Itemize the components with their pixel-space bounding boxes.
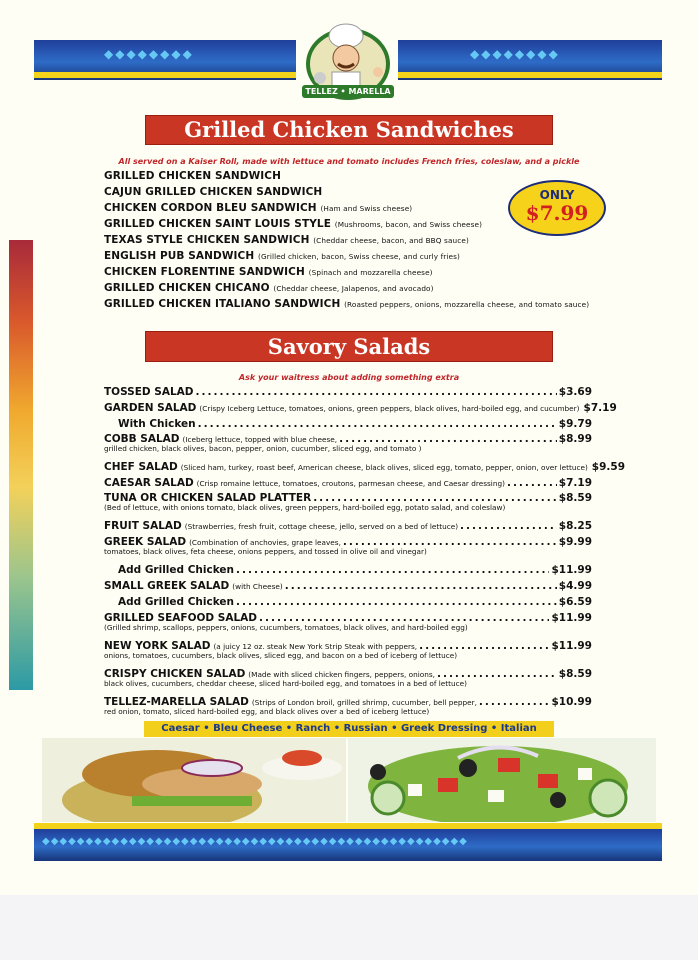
salad-description: (Strips of London broil, grilled shrimp, cucumber, bell pepper,: [251, 698, 477, 707]
salad-description: (Iceberg lettuce, topped with blue cheese,: [182, 435, 338, 444]
salad-name: NEW YORK SALAD: [104, 640, 211, 652]
salad-item: [104, 477, 592, 489]
sandwich-description: (Spinach and mozzarella cheese): [308, 268, 433, 277]
badge-only: ONLY: [539, 188, 575, 202]
sandwich-item: [104, 234, 469, 246]
salad-item: [104, 520, 592, 532]
salad-description-continued: (Bed of lettuce, with onions tomato, black olives, green peppers, hard-boiled egg, potato salad, and coleslaw): [104, 503, 506, 512]
dot-leader: [236, 596, 557, 608]
salad-item: [104, 668, 592, 688]
salad-item: [104, 386, 592, 398]
top-banner-right-stripe: [398, 72, 662, 78]
chicken-sandwich-photo: [42, 738, 346, 822]
salad-item: [104, 536, 592, 556]
salad-name: Add Grilled Chicken: [118, 564, 235, 576]
sandwich-item: [104, 186, 322, 198]
salad-price: $8.99: [558, 433, 592, 445]
salad-price: $9.59: [591, 461, 626, 473]
salad-description-continued: red onion, tomato, sliced hard-boiled egg, and black olives over a bed of iceberg lettuce): [104, 707, 430, 716]
salad-description: (a juicy 12 oz. steak New York Strip Steak with peppers,: [213, 642, 418, 651]
salad-name: FRUIT SALAD: [104, 520, 182, 532]
salad-description: (Combination of anchovies, grape leaves,: [189, 538, 341, 547]
salad-price: $7.19: [558, 477, 592, 489]
dot-leader: [196, 386, 557, 398]
dot-leader: [285, 580, 557, 592]
salad-name: With Chicken: [118, 418, 196, 430]
sandwich-description: (Cheddar cheese, bacon, and BBQ sauce): [313, 236, 469, 245]
salad-name: CRISPY CHICKEN SALAD: [104, 668, 246, 680]
sandwich-description: (Grilled chicken, bacon, Swiss cheese, and curly fries): [258, 252, 460, 261]
salad-name: SMALL GREEK SALAD: [104, 580, 230, 592]
salad-item: [104, 640, 592, 660]
salad-item: [104, 580, 592, 592]
salad-description-continued: onions, tomatoes, cucumbers, black olives, sliced egg, and bacon on a bed of iceberg of lettuce): [104, 651, 458, 660]
salad-price: $9.79: [558, 418, 592, 430]
sandwich-name: CHICKEN CORDON BLEU SANDWICH: [104, 202, 317, 214]
salad-item: [104, 696, 592, 716]
salad-price: $6.59: [558, 596, 592, 608]
dot-leader: [460, 520, 557, 532]
banner-diamonds-right: ◆◆◆◆◆◆◆◆: [470, 47, 560, 61]
salad-item: [104, 596, 592, 608]
salad-name: GARDEN SALAD: [104, 402, 197, 414]
salad-item: [104, 461, 626, 473]
salad-description: (Crisp romaine lettuce, tomatoes, croutons, parmesan cheese, and Caesar dressing): [196, 479, 505, 488]
banner-diamonds-bottom: ◆◆◆◆◆◆◆◆◆◆◆◆◆◆◆◆◆◆◆◆◆◆◆◆◆◆◆◆◆◆◆◆◆◆◆◆◆◆◆◆◆◆◆◆◆◆◆◆◆: [42, 836, 468, 847]
dot-leader: [479, 696, 550, 708]
salads-title: Savory Salads: [145, 331, 553, 362]
sandwich-description: (Ham and Swiss cheese): [320, 204, 413, 213]
salad-description-continued: (Grilled shrimp, scallops, peppers, onions, cucumbers, tomatoes, black olives, and hard-boiled egg): [104, 623, 468, 632]
dressing-options: Caesar • Bleu Cheese • Ranch • Russian • Greek Dressing • Italian: [144, 721, 554, 737]
dot-leader: [236, 564, 549, 576]
sandwich-item: [104, 282, 434, 294]
sandwich-item: [104, 218, 482, 230]
salad-price: $8.25: [558, 520, 592, 532]
salad-item: [104, 433, 592, 453]
salad-name: TELLEZ-MARELLA SALAD: [104, 696, 249, 708]
salad-price: $11.99: [551, 564, 592, 576]
sandwich-description: (Mushrooms, bacon, and Swiss cheese): [334, 220, 483, 229]
salad-name: GREEK SALAD: [104, 536, 187, 548]
salad-description: (Crispy Iceberg Lettuce, tomatoes, onions, green peppers, black olives, hard-boiled egg, and cucumber): [199, 404, 580, 413]
salad-item: [104, 492, 592, 512]
salad-description: (Sliced ham, turkey, roast beef, American cheese, black olives, sliced egg, tomato, pepper, onion, over lettuce): [180, 463, 588, 472]
salad-description: (Made with sliced chicken fingers, peppers, onions,: [248, 670, 435, 679]
sandwich-name: GRILLED CHICKEN SANDWICH: [104, 170, 281, 182]
sandwich-description: (Cheddar cheese, Jalapenos, and avocado): [273, 284, 434, 293]
salad-item: [104, 612, 592, 632]
salad-description-continued: grilled chicken, black olives, bacon, pepper, onion, cucumber, sliced egg, and tomato ): [104, 444, 422, 453]
salad-price: $8.59: [558, 492, 592, 504]
sandwich-description: (Roasted peppers, onions, mozzarella cheese, and tomato sauce): [344, 300, 590, 309]
badge-price: $7.99: [525, 201, 589, 225]
logo-text: TELLEZ • MARELLA: [302, 85, 394, 98]
salad-name: TOSSED SALAD: [104, 386, 194, 398]
sandwich-name: CHICKEN FLORENTINE SANDWICH: [104, 266, 305, 278]
sandwich-item: [104, 266, 433, 278]
salad-name: Add Grilled Chicken: [118, 596, 235, 608]
salad-name: CHEF SALAD: [104, 461, 178, 473]
sandwich-name: GRILLED CHICKEN ITALIANO SANDWICH: [104, 298, 341, 310]
salad-description-continued: black olives, cucumbers, cheddar cheese, sliced hard-boiled egg, and tomatoes in a bed of lettuce): [104, 679, 467, 688]
sandwich-item: [104, 298, 589, 310]
salad-price: $10.99: [551, 696, 592, 708]
salad-price: $8.59: [558, 668, 592, 680]
sandwich-name: GRILLED CHICKEN SAINT LOUIS STYLE: [104, 218, 331, 230]
page-background: [0, 895, 698, 960]
salad-price: $4.99: [558, 580, 592, 592]
salad-description: (with Cheese): [232, 582, 283, 591]
sandwich-item: [104, 202, 412, 214]
salads-subtitle: Ask your waitress about adding something extra: [238, 373, 460, 382]
sandwich-name: TEXAS STYLE CHICKEN SANDWICH: [104, 234, 310, 246]
salad-item: [104, 402, 617, 414]
salad-description: (Strawberries, fresh fruit, cottage cheese, jello, served on a bed of lettuce): [184, 522, 459, 531]
dot-leader: [198, 418, 557, 430]
greek-salad-photo: [348, 738, 656, 822]
sandwiches-title: Grilled Chicken Sandwiches: [145, 115, 553, 145]
banner-diamonds-left: ◆◆◆◆◆◆◆◆: [104, 47, 194, 61]
salad-price: $11.99: [551, 612, 592, 624]
sandwich-name: ENGLISH PUB SANDWICH: [104, 250, 255, 262]
salad-name: TUNA OR CHICKEN SALAD PLATTER: [104, 492, 312, 504]
dot-leader: [507, 477, 557, 489]
salad-description-continued: tomatoes, black olives, feta cheese, onions peppers, and tossed in olive oil and vinegar): [104, 547, 427, 556]
top-banner-left-stripe: [34, 72, 296, 78]
sandwiches-subtitle: All served on a Kaiser Roll, made with lettuce and tomato includes French fries, coleslaw, and a pickle: [118, 157, 580, 166]
sandwich-item: [104, 170, 281, 182]
salad-price: $3.69: [558, 386, 592, 398]
sandwich-item: [104, 250, 460, 262]
sandwich-name: GRILLED CHICKEN CHICANO: [104, 282, 270, 294]
price-badge: [508, 180, 606, 236]
salad-item: [104, 564, 592, 576]
salad-name: CAESAR SALAD: [104, 477, 194, 489]
salad-price: $9.99: [558, 536, 592, 548]
salad-price: $7.19: [583, 402, 617, 414]
salad-price: $11.99: [551, 640, 592, 652]
sandwich-name: CAJUN GRILLED CHICKEN SANDWICH: [104, 186, 323, 198]
salad-name: GRILLED SEAFOOD SALAD: [104, 612, 258, 624]
decorative-side-bar: [9, 240, 33, 690]
salad-name: COBB SALAD: [104, 433, 180, 445]
salad-item: [104, 418, 592, 430]
